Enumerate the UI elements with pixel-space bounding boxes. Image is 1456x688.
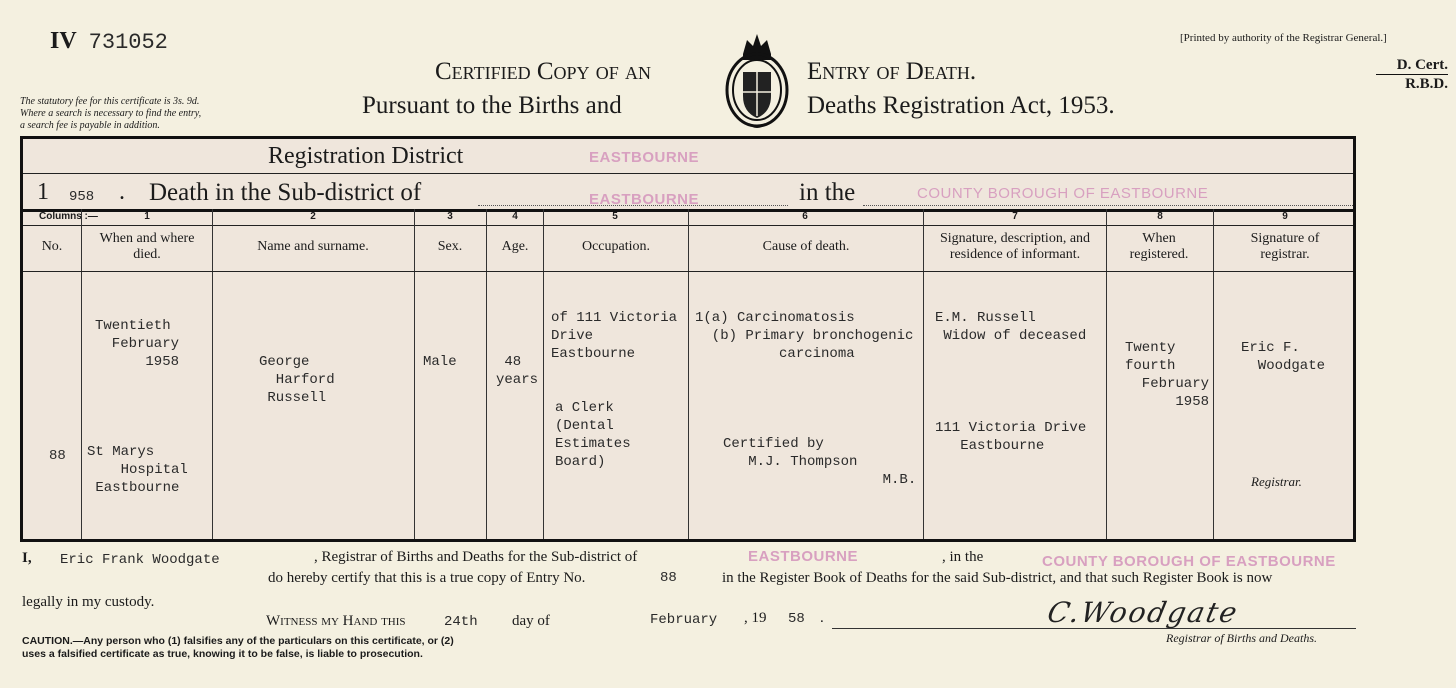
row-divider — [23, 271, 1353, 272]
cert-subdistrict-stamp: EASTBOURNE — [748, 548, 859, 565]
columns-label: Columns :— — [39, 211, 98, 222]
cert-i: I, — [22, 550, 32, 566]
cert-entry-no: 88 — [660, 570, 677, 586]
series-prefix: IV — [50, 28, 77, 54]
cert-in-the: , in the — [942, 549, 984, 565]
entry-no: 88 — [49, 448, 66, 464]
column-divider — [212, 209, 213, 539]
column-divider — [923, 209, 924, 539]
caution-label: CAUTION. — [22, 635, 73, 647]
cert-text-4: legally in my custody. — [22, 594, 155, 610]
entry-occupation-residence: of 111 Victoria Drive Eastbourne — [551, 310, 678, 362]
column-divider — [81, 209, 82, 539]
column-number: 1 — [144, 211, 150, 222]
signature-caption: Registrar of Births and Deaths. — [1166, 631, 1318, 645]
header-age: Age. — [501, 239, 529, 254]
header-occupation: Occupation. — [581, 239, 651, 254]
register-entry-table — [20, 136, 1356, 542]
column-divider — [1106, 209, 1107, 539]
witness-year-prefix: , 19 — [744, 610, 767, 626]
entry-registrar-name: Eric F. Woodgate — [1241, 340, 1326, 374]
entry-certified: Certified by M.J. Thompson M.B. — [723, 436, 917, 488]
column-divider — [414, 209, 415, 539]
column-number: 8 — [1157, 211, 1163, 222]
column-number: 4 — [512, 211, 518, 222]
year-prefix: 1 — [37, 179, 49, 205]
cert-text-3: in the Register Book of Deaths for the said Sub-district, and that such Register Book is now — [722, 570, 1273, 586]
column-number: 3 — [447, 211, 453, 222]
signature-line — [832, 628, 1356, 629]
fee-note-line: a search fee is payable in addition. — [20, 120, 160, 131]
fee-note-line: The statutory fee for this certificate is 3s. 9d. — [20, 96, 200, 107]
registrar-signature: C.Woodgate — [1044, 596, 1242, 629]
serial-number: 731052 — [88, 30, 168, 55]
column-divider — [486, 209, 487, 539]
entry-registered: Twenty fourth February 1958 — [1125, 340, 1210, 410]
entry-where-died: St Marys Hospital Eastbourne — [87, 444, 188, 496]
entry-cause: 1(a) Carcinomatosis (b) Primary bronchogenic carcinoma — [695, 310, 914, 362]
year-written: 958 — [69, 189, 95, 205]
fee-note-line: Where a search is necessary to find the entry, — [20, 108, 202, 119]
witness-dot: . — [820, 610, 824, 626]
year-dot: . — [119, 179, 125, 205]
form-code-2: R.B.D. — [1405, 76, 1448, 92]
header-when-where: When and where died. — [99, 231, 195, 262]
district-label: Registration District — [268, 143, 464, 169]
entry-when-died: Twentieth February 1958 — [95, 318, 180, 370]
cert-text-2: do hereby certify that this is a true copy of Entry No. — [268, 570, 586, 586]
printed-authority: [Printed by authority of the Registrar General.] — [1180, 32, 1387, 44]
header-no: No. — [41, 239, 63, 254]
cert-county-stamp: COUNTY BOROUGH OF EASTBOURNE — [1042, 553, 1336, 570]
column-divider — [1213, 209, 1214, 539]
column-number: 9 — [1282, 211, 1288, 222]
county-underline — [863, 205, 1353, 206]
witness-label: Witness my Hand this — [266, 613, 406, 629]
header-informant: Signature, description, and residence of informant. — [939, 231, 1091, 262]
entry-name: George Harford Russell — [259, 354, 335, 406]
entry-age: 48 years — [496, 354, 539, 388]
subdistrict-stamp: EASTBOURNE — [589, 191, 700, 208]
county-stamp: COUNTY BOROUGH OF EASTBOURNE — [917, 185, 1209, 202]
caution-text: —Any person who (1) falsifies any of the particulars on this certificate, or (2) uses a falsified certificate as true, knowing it to be false, is liable to prosecution. — [22, 635, 454, 660]
header-registrar: Signature of registrar. — [1250, 231, 1320, 262]
header-sex: Sex. — [437, 239, 463, 254]
in-the-label: in the — [799, 179, 856, 206]
column-number: 2 — [310, 211, 316, 222]
title-left-1: Certified Copy of an — [435, 58, 652, 85]
witness-day: 24th — [444, 614, 478, 630]
cert-registrar-name: Eric Frank Woodgate — [60, 552, 220, 568]
entry-informant-address: 111 Victoria Drive Eastbourne — [935, 420, 1087, 454]
subdistrict-label: Death in the Sub-district of — [149, 179, 422, 206]
title-left-2: Pursuant to the Births and — [362, 92, 622, 119]
entry-occupation: a Clerk (Dental Estimates Board) — [555, 400, 631, 470]
entry-registrar-label: Registrar. — [1251, 474, 1302, 489]
header-cause: Cause of death. — [762, 239, 850, 254]
royal-coat-of-arms-icon — [723, 26, 791, 130]
header-name: Name and surname. — [257, 239, 369, 254]
column-number: 5 — [612, 211, 618, 222]
entry-sex: Male — [423, 354, 457, 370]
district-stamp: EASTBOURNE — [589, 149, 700, 166]
column-divider — [543, 209, 544, 539]
title-right-2: Deaths Registration Act, 1953. — [807, 92, 1115, 119]
column-number: 7 — [1012, 211, 1018, 222]
caution-note — [22, 635, 467, 661]
column-divider — [688, 209, 689, 539]
cert-text-1: , Registrar of Births and Deaths for the Sub-district of — [314, 549, 638, 565]
series-number — [50, 28, 168, 55]
witness-day-of: day of — [512, 613, 550, 629]
title-right-1: Entry of Death. — [807, 58, 977, 85]
form-code — [1376, 56, 1448, 93]
form-code-1: D. Cert. — [1376, 56, 1448, 75]
entry-informant: E.M. Russell Widow of deceased — [935, 310, 1087, 344]
header-registered: When registered. — [1129, 231, 1189, 262]
fee-note — [20, 96, 201, 132]
witness-year-suffix: 58 — [788, 611, 805, 627]
column-number: 6 — [802, 211, 808, 222]
witness-month: February — [650, 612, 718, 628]
row-divider — [23, 173, 1353, 174]
